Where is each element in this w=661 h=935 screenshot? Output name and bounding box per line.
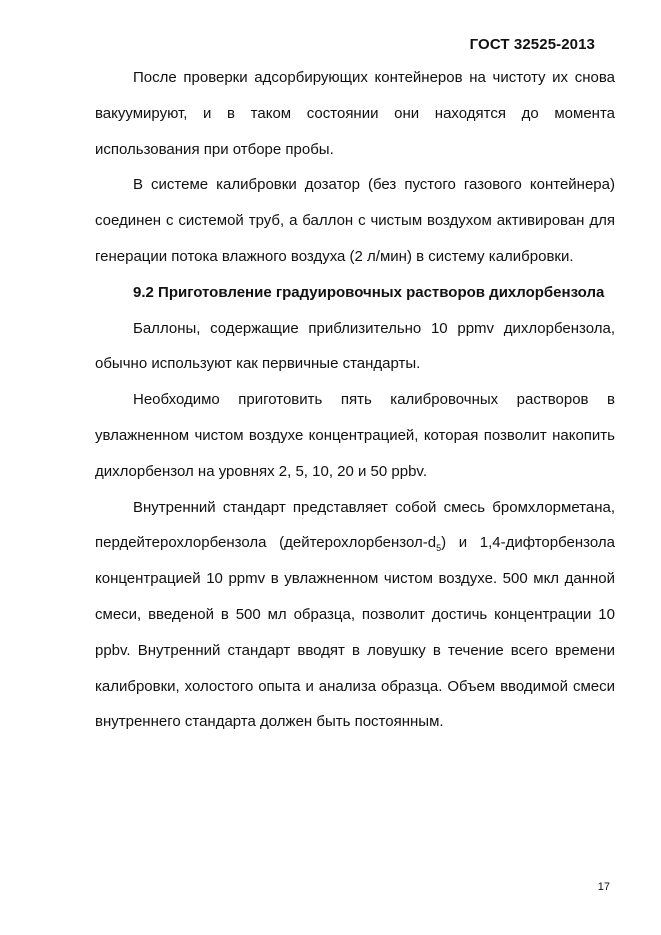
document-body xyxy=(95,60,615,740)
internal-standard-text-end: ) и 1,4-дифторбензола концентрацией 10 ppmv в увлажненном чистом воздухе. 500 мкл данной смеси, введеной в 500 мл образца, позволит достичь концентрации 10 ppbv. Внутренний стандарт вводят в ловушку в течение всего времени калибровки, холостого опыта и анализа образца. Объем вводимой смеси внутреннего стандарта должен быть постоянным. xyxy=(95,534,615,731)
section-number: 9.2 xyxy=(133,283,154,301)
paragraph-primary-standards: Баллоны, содержащие приблизительно 10 ppmv дихлорбензола, обычно используют как первичные стандарты. xyxy=(95,319,615,373)
section-title: Приготовление градуировочных растворов дихлорбензола xyxy=(158,283,605,301)
internal-standard-text-start: Внутренний стандарт представляет собой смесь бромхлорметана, пердейтерохлорбензола (дейтерохлорбензол-d xyxy=(95,498,615,552)
deuterium-subscript: 5 xyxy=(436,543,442,554)
section-heading xyxy=(95,275,615,311)
paragraph-container-check: После проверки адсорбирующих контейнеров на чистоту их снова вакуумируют, и в таком состоянии они находятся до момента использования при отборе пробы. xyxy=(95,69,615,158)
paragraph-internal-standard xyxy=(95,490,615,741)
paragraph-calibration-solutions: Необходимо приготовить пять калибровочных растворов в увлажненном чистом воздухе концентрацией, которая позволит накопить дихлорбензол на уровнях 2, 5, 10, 20 и 50 ppbv. xyxy=(95,391,615,480)
document-header-standard-code: ГОСТ 32525-2013 xyxy=(469,36,595,53)
paragraph-calibration-system: В системе калибровки дозатор (без пустого газового контейнера) соединен с системой труб, а баллон с чистым воздухом активирован для генерации потока влажного воздуха (2 л/мин) в систему калибровки. xyxy=(95,176,615,265)
page-number: 17 xyxy=(597,881,610,893)
